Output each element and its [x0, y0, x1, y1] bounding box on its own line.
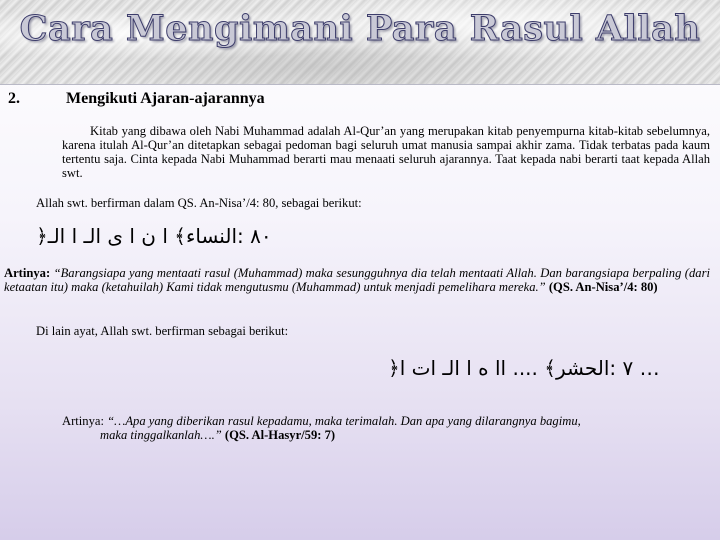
page-title: Cara Mengimani Para Rasul Allah — [19, 8, 701, 49]
verse1-artinya-label: Artinya: — [4, 266, 51, 280]
body-paragraph: Kitab yang dibawa oleh Nabi Muhammad adalah Al-Qur’an yang merupakan kitab penyempurna kitab-kitab sebelumnya, karena itulah Al-Qur’an ditetapkan sebagai pedoman bagi seluruh umat manusia sampai akhir zama. Tidak terbatas pada kaum tertentu saja. Cinta kepada Nabi Muhammad berarti mau menaati seluruh ajarannya. Taat kepada nabi berarti taat kepada Allah swt. — [62, 124, 710, 180]
verse2-arabic: ﴿٧ :الحشر﴾ .... اا ه ا الـ ات ا … — [388, 356, 660, 380]
section-number: 2. — [8, 90, 20, 107]
title-banner — [0, 0, 720, 85]
verse2-translation-block — [62, 414, 710, 442]
verse2-intro: Di lain ayat, Allah swt. berfirman sebagai berikut: — [36, 324, 289, 338]
verse1-arabic: ﴿٨٠ :النساء﴾ ا ن ا ى الـ ا الـ — [36, 224, 272, 248]
verse2-artinya-label: Artinya: — [62, 414, 104, 428]
verse1-reference: (QS. An-Nisa’/4: 80) — [548, 280, 658, 294]
verse2-reference: (QS. Al-Hasyr/59: 7) — [224, 428, 336, 442]
verse2-translation-line1: “…Apa yang diberikan rasul kepadamu, maka terimalah. Dan apa yang dilarangnya bagimu, — [107, 414, 581, 428]
section-heading: Mengikuti Ajaran-ajarannya — [66, 90, 265, 107]
verse1-intro: Allah swt. berfirman dalam QS. An-Nisa’/4: 80, sebagai berikut: — [36, 196, 362, 210]
verse2-translation-line2: maka tinggalkanlah….” — [100, 428, 222, 442]
verse1-translation-block — [4, 266, 710, 294]
verse1-translation: “Barangsiapa yang mentaati rasul (Muhammad) maka sesungguhnya dia telah mentaati Allah. Dan barangsiapa berpaling (dari ketaatan itu) maka (ketahuilah) Kami tidak mengutusmu (Muhammad) untuk menjadi pemelihara mereka.” — [4, 266, 710, 294]
